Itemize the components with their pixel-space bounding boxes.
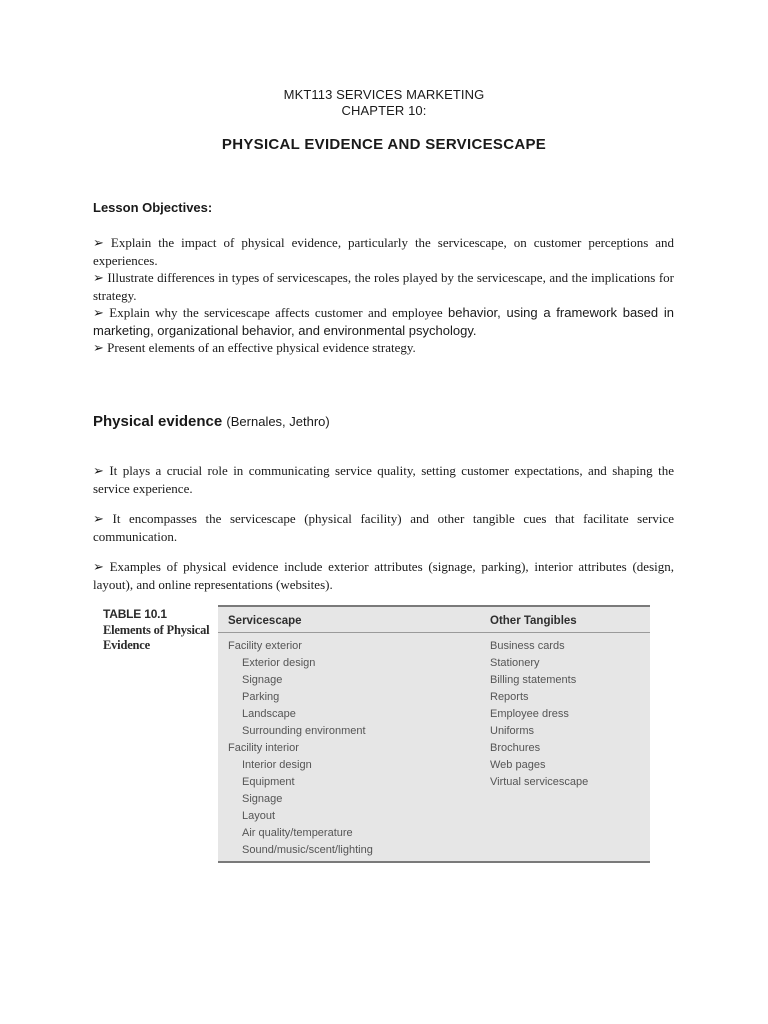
chapter-label: CHAPTER 10: (341, 103, 427, 118)
evidence-item: ➢ Examples of physical evidence include exterior attributes (signage, parking), interior attributes (design, layout), and online representations (websites). (93, 559, 674, 592)
table-header-servicescape: Servicescape (228, 615, 302, 627)
servicescape-cell: Equipment (242, 776, 295, 788)
lesson-objectives-list (93, 234, 674, 357)
servicescape-cell: Interior design (242, 759, 312, 771)
other-tangibles-cell: Employee dress (490, 708, 569, 720)
servicescape-cell: Layout (242, 810, 276, 822)
table-caption-text: Elements of Physical Evidence (103, 622, 210, 652)
section-authors: (Bernales, Jethro) (226, 414, 330, 429)
servicescape-cell: Sound/music/scent/lighting (242, 844, 373, 856)
objective-item-text-sans: behavior, using a framework based in marketing, organizational behavior, and environmental psychology. (93, 305, 674, 338)
other-tangibles-cell: Web pages (490, 759, 546, 771)
section-heading-text: Physical evidence (93, 413, 223, 430)
objective-item: ➢ Illustrate differences in types of servicescapes, the roles played by the servicescape, and the implications for strategy. (93, 270, 674, 303)
servicescape-cell: Surrounding environment (242, 725, 366, 737)
elements-table (218, 605, 650, 863)
table-header-other-tangibles: Other Tangibles (490, 615, 577, 627)
table-header-row (218, 607, 650, 633)
table-number: TABLE 10.1 (103, 607, 167, 621)
other-tangibles-cell: Stationery (490, 657, 540, 669)
lesson-objectives-heading: Lesson Objectives: (93, 200, 213, 215)
page-title: PHYSICAL EVIDENCE AND SERVICESCAPE (221, 136, 547, 153)
objective-item: ➢ Explain the impact of physical evidence, particularly the servicescape, on customer perceptions and experiences. (93, 235, 674, 268)
other-tangibles-cell: Virtual servicescape (490, 776, 589, 788)
other-tangibles-column (490, 638, 588, 791)
servicescape-column (228, 638, 373, 859)
servicescape-cell: Landscape (242, 708, 296, 720)
table-caption (103, 607, 215, 654)
servicescape-cell: Facility exterior (228, 640, 302, 652)
evidence-item: ➢ It plays a crucial role in communicating service quality, setting customer expectations, and shaping the service experience. (93, 463, 674, 496)
servicescape-cell: Signage (242, 793, 283, 805)
servicescape-cell: Exterior design (242, 657, 316, 669)
servicescape-cell: Facility interior (228, 742, 299, 754)
other-tangibles-cell: Brochures (490, 742, 541, 754)
servicescape-cell: Parking (242, 691, 280, 703)
other-tangibles-cell: Reports (490, 691, 529, 703)
evidence-item: ➢ It encompasses the servicescape (physical facility) and other tangible cues that facilitate service communication. (93, 511, 674, 544)
physical-evidence-heading (93, 413, 330, 430)
objective-item (93, 304, 674, 339)
other-tangibles-cell: Business cards (490, 640, 565, 652)
servicescape-cell: Signage (242, 674, 283, 686)
objective-item: ➢ Present elements of an effective physical evidence strategy. (93, 340, 416, 355)
course-title: MKT113 SERVICES MARKETING (283, 87, 485, 102)
objective-item-text: ➢ Explain why the servicescape affects customer and employee (93, 305, 443, 320)
other-tangibles-cell: Billing statements (490, 674, 577, 686)
servicescape-cell: Air quality/temperature (242, 827, 353, 839)
physical-evidence-list (93, 449, 674, 606)
other-tangibles-cell: Uniforms (490, 725, 535, 737)
